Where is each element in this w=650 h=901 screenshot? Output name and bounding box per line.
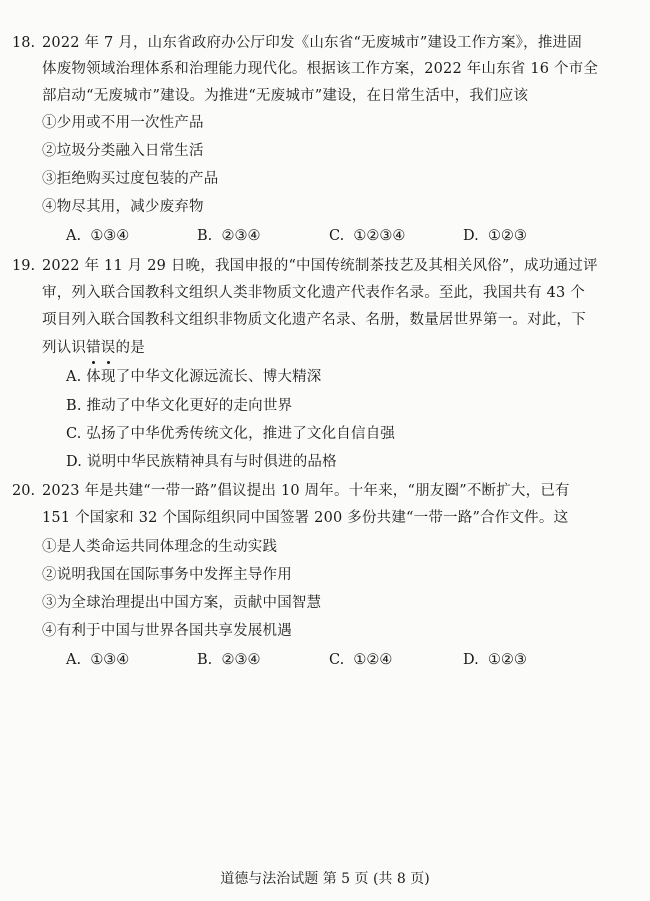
question-number: 19. — [12, 258, 36, 274]
option-c: C. ①②③④ — [329, 228, 406, 244]
option-a: A. 体现了中华文化源远流长、博大精深 — [66, 369, 322, 385]
question-stem-line: 审，列入联合国教科文组织人类非物质文化遗产代表作名录。至此，我国共有 43 个 — [42, 285, 585, 301]
option-b: B. ②③④ — [197, 652, 261, 668]
option-b: B. ②③④ — [197, 228, 261, 244]
statement-item: ③为全球治理提出中国方案，贡献中国智慧 — [42, 595, 322, 611]
question-stem-line: 部启动“无废城市”建设。为推进“无废城市”建设，在日常生活中，我们应该 — [42, 88, 529, 104]
option-a: A. ①③④ — [66, 228, 130, 244]
statement-item: ②说明我国在国际事务中发挥主导作用 — [42, 567, 292, 583]
emphasis-dot — [107, 361, 110, 364]
option-d: D. ①②③ — [463, 228, 527, 244]
statement-item: ④有利于中国与世界各国共享发展机遇 — [42, 623, 292, 639]
question-number: 18. — [12, 35, 36, 51]
statement-item: ①是人类命运共同体理念的生动实践 — [42, 539, 278, 555]
option-a: A. ①③④ — [66, 652, 130, 668]
statement-item: ①少用或不用一次性产品 — [42, 115, 204, 131]
option-d: D. ①②③ — [463, 652, 527, 668]
emphasis-word: 错误 — [86, 340, 115, 356]
question-stem-line: 2023 年是共建“一带一路”倡议提出 10 周年。十年来，“朋友圈”不断扩大，已有 — [42, 483, 570, 499]
question-number: 20. — [12, 483, 36, 499]
question-stem-line: 项目列入联合国教科文组织非物质文化遗产名录、名册，数量居世界第一。对此，下 — [42, 312, 586, 328]
option-b: B. 推动了中华文化更好的走向世界 — [66, 398, 293, 414]
question-stem-line: 2022 年 7 月，山东省政府办公厅印发《山东省“无废城市”建设工作方案》，推进固 — [42, 35, 582, 51]
question-stem-line: 列认识错误 的是 — [42, 339, 145, 357]
statement-item: ③拒绝购买过度包装的产品 — [42, 171, 219, 187]
page-footer: 道德与法治试题 第 5 页 (共 8 页) — [220, 871, 430, 887]
statement-item: ②垃圾分类融入日常生活 — [42, 143, 204, 159]
statement-item: ④物尽其用，减少废弃物 — [42, 199, 204, 215]
question-stem-line: 2022 年 11 月 29 日晚，我国申报的“中国传统制茶技艺及其相关风俗”，成功通过评 — [42, 258, 598, 274]
question-stem-line: 151 个国家和 32 个国际组织同中国签署 200 多份共建“一带一路”合作文件。这 — [42, 510, 569, 526]
option-c: C. 弘扬了中华优秀传统文化，推进了文化自信自强 — [66, 426, 396, 442]
question-stem-line: 体废物领域治理体系和治理能力现代化。根据该工作方案，2022 年山东省 16 个市全 — [42, 61, 599, 77]
option-c: C. ①②④ — [329, 652, 393, 668]
emphasis-dot — [92, 361, 95, 364]
option-d: D. 说明中华民族精神具有与时俱进的品格 — [66, 454, 337, 470]
